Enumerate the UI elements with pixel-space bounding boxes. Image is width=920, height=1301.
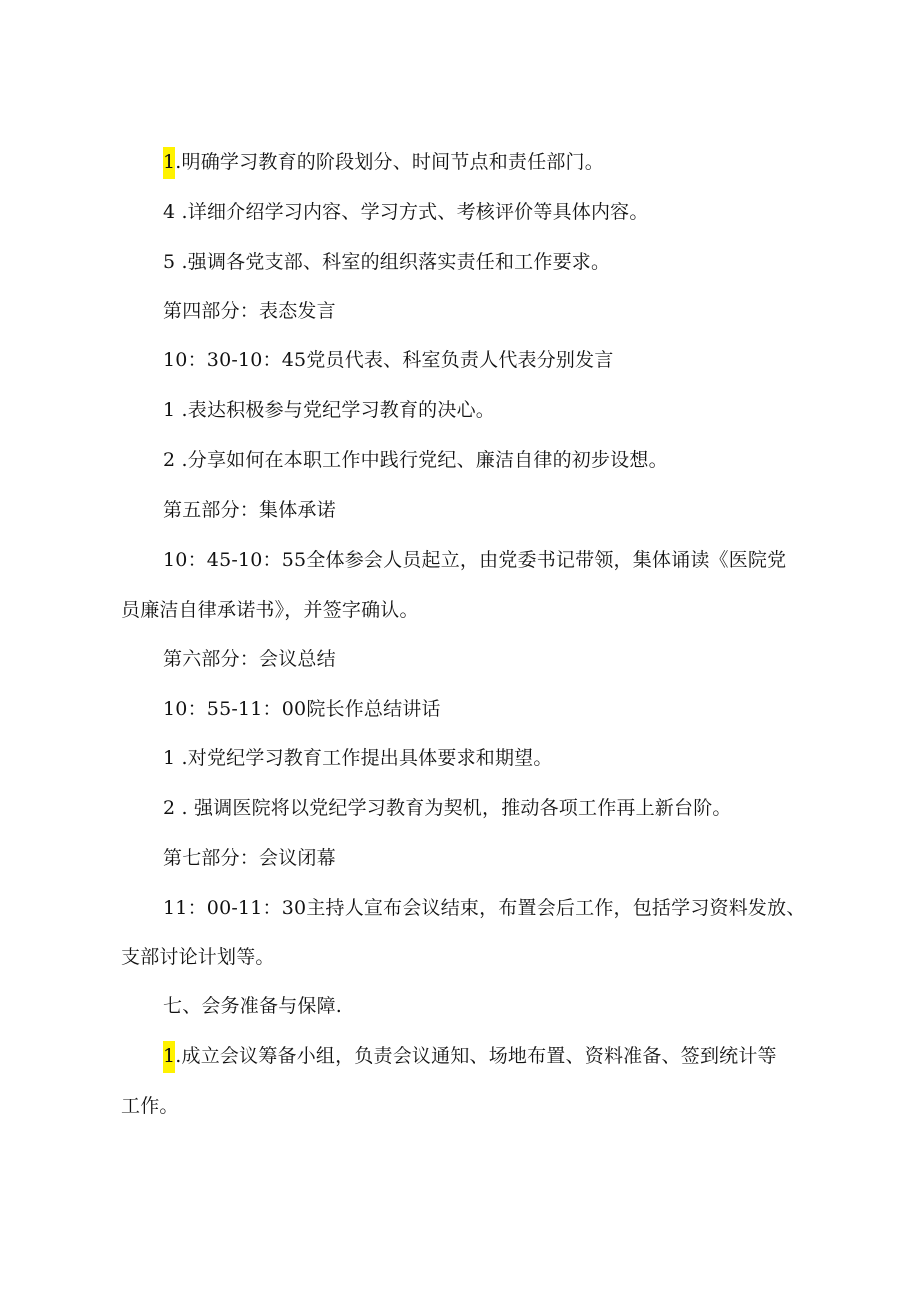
- schedule-time-line: 10：30-10：45党员代表、科室负责人代表分别发言: [163, 349, 614, 371]
- list-item: [0, 1042, 920, 1070]
- highlighted-number: 1: [163, 147, 175, 179]
- section-heading: 第五部分：集体承诺: [163, 499, 336, 521]
- section-heading: 第四部分：表态发言: [163, 300, 336, 322]
- list-item: 4 .详细介绍学习内容、学习方式、考核评价等具体内容。: [163, 201, 649, 223]
- list-item: 1 .表达积极参与党纪学习教育的决心。: [163, 399, 495, 421]
- line-text: .明确学习教育的阶段划分、时间节点和责任部门。: [175, 151, 604, 173]
- list-item: 2 .分享如何在本职工作中践行党纪、廉洁自律的初步设想。: [163, 449, 668, 471]
- paragraph-continuation: 支部讨论计划等。: [121, 946, 275, 968]
- schedule-time-line: 10：55-11：00院长作总结讲话: [163, 698, 441, 720]
- paragraph-continuation: 工作。: [121, 1095, 179, 1117]
- list-item: [0, 148, 920, 176]
- schedule-time-line: 10：45-10：55全体参会人员起立，由党委书记带领，集体诵读《医院党: [163, 549, 787, 571]
- section-heading: 七、会务准备与保障.: [163, 995, 343, 1017]
- list-item: 1 .对党纪学习教育工作提出具体要求和期望。: [163, 747, 553, 769]
- highlighted-number: 1: [163, 1041, 175, 1073]
- paragraph-continuation: 员廉洁自律承诺书》，并签字确认。: [121, 599, 419, 621]
- section-heading: 第六部分：会议总结: [163, 648, 336, 670]
- list-item: 2 . 强调医院将以党纪学习教育为契机，推动各项工作再上新台阶。: [163, 797, 732, 819]
- list-item: 5 .强调各党支部、科室的组织落实责任和工作要求。: [163, 251, 611, 273]
- line-text: .成立会议筹备小组，负责会议通知、场地布置、资料准备、签到统计等: [175, 1045, 777, 1067]
- schedule-time-line: 11：00-11：30主持人宣布会议结束，布置会后工作，包括学习资料发放、: [163, 897, 806, 919]
- section-heading: 第七部分：会议闭幕: [163, 847, 336, 869]
